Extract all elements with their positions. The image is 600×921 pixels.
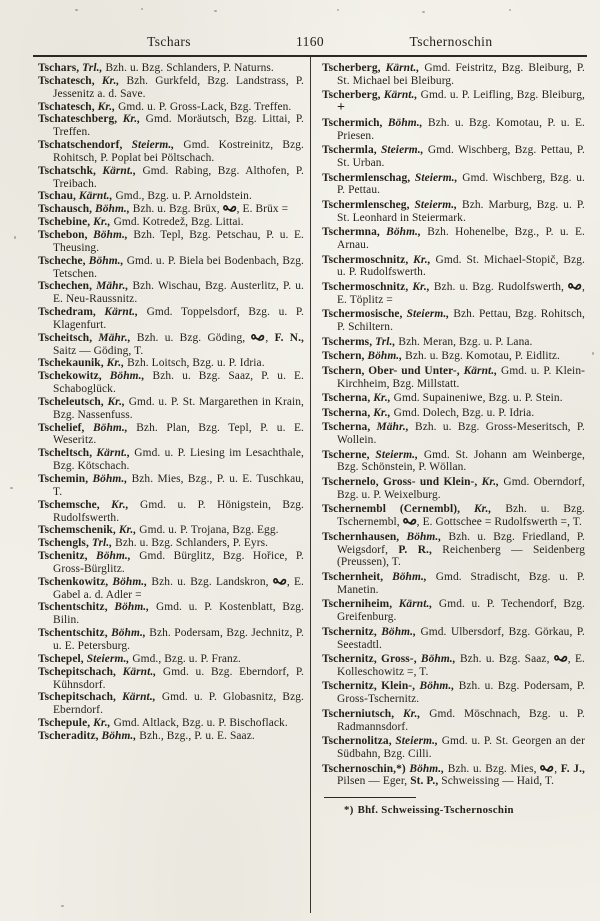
scan-speck: [337, 9, 339, 11]
posthorn-telegraph-icon: [251, 333, 265, 342]
gazetteer-entry: Tschelief, Böhm., Bzh. Plan, Bzg. Tepl, P. u. E. Weseritz.: [38, 421, 305, 447]
gazetteer-entry: Tschermosische, Steierm., Bzh. Pettau, Bzg. Rohitsch, P. Schiltern.: [322, 308, 585, 334]
gazetteer-entry: Tschermoschnitz, Kr., Gmd. St. Michael-Stopič, Bzg. u. P. Rudolfswerth.: [322, 253, 585, 279]
gazetteer-entry: Tschemin, Böhm., Bzh. Mies, Bzg., P. u. E. Tuschkau, T.: [38, 473, 304, 498]
gazetteer-entry: Tschern, Böhm., Bzh. u. Bzg. Komotau, P. Eidlitz.: [322, 350, 561, 363]
gazetteer-entry: Tschernitz, Gross-, Böhm., Bzh. u. Bzg. Saaz, , E. Kolleschowitz =, T.: [322, 653, 586, 678]
gazetteer-entry: Tschernitz, Böhm., Gmd. Ulbersdorf, Bzg. Görkau, P. Seestadtl.: [322, 625, 585, 651]
gazetteer-entry: Tschentschitz, Böhm., Gmd. u. P. Kostenblatt, Bzg. Bilin.: [38, 601, 305, 627]
gazetteer-entry: Tschernitz, Klein-, Böhm., Bzh. u. Bzg. Podersam, P. Gross-Tschernitz.: [322, 680, 585, 706]
gazetteer-entry: Tschatesch, Kr., Gmd. u. P. Gross-Lack, Bzg. Treffen.: [38, 100, 292, 113]
gazetteer-entry: Tschausch, Böhm., Bzh. u. Bzg. Brüx, , E. Brüx =: [38, 203, 289, 216]
gazetteer-entry: Tschermla, Steierm., Gmd. Wischberg, Bzg. Pettau, P. St. Urban.: [322, 144, 585, 169]
page-number: 1160: [295, 34, 325, 49]
gazetteer-entry: Tschern, Ober- und Unter-, Kärnt., Gmd. u. P. Klein-Kirchheim, Bzg. Millstatt.: [322, 364, 586, 390]
gazetteer-entry: Tschernheit, Böhm., Gmd. Stradischt, Bzg. u. P. Manetin.: [322, 570, 586, 596]
gazetteer-entry: Tschermna, Böhm., Bzh. Hohenelbe, Bzg., P. u. E. Arnau.: [322, 226, 585, 252]
gazetteer-entry: Tschenkowitz, Böhm., Bzh. u. Bzg. Landskron, , E. Gabel a. d. Adler =: [38, 575, 304, 601]
gazetteer-entry: Tschepule, Kr., Gmd. Altlack, Bzg. u. P. Bischoflack.: [38, 717, 288, 730]
gazetteer-entry: Tscheitsch, Mähr., Bzh. u. Bzg. Göding, , F. N., Saitz — Göding, T.: [38, 331, 304, 357]
gazetteer-entry: Tschernolitza, Steierm., Gmd. u. P. St. Georgen an der Südbahn, Bzg. Cilli.: [322, 735, 585, 761]
footnote-text: Bhf. Schweissing-Tschernoschin: [357, 804, 514, 817]
scan-speck: [592, 352, 594, 355]
posthorn-telegraph-icon: [568, 282, 582, 291]
gazetteer-entry: Tscherberg, Kärnt., Gmd. Feistritz, Bzg. Bleiburg, P. St. Michael bei Bleiburg.: [322, 62, 585, 87]
gazetteer-entry: Tschatschk, Kärnt., Gmd. Rabing, Bzg. Althofen, P. Treibach.: [38, 164, 304, 190]
gazetteer-entry: Tschermlenscheg, Steierm., Bzh. Marburg, Bzg. u. P. St. Leonhard in Steiermark.: [322, 198, 585, 224]
header-left-keyword: Tschars: [147, 34, 191, 49]
gazetteer-entry: Tscherna, Mähr., Bzh. u. Bzg. Gross-Meseritsch, P. Wollein.: [322, 421, 585, 447]
gazetteer-entry: Tschermlenschag, Steierm., Gmd. Wischberg, Bzg. u. P. Pettau.: [322, 171, 586, 197]
gazetteer-entry: Tschernoschin,*) Böhm., Bzh. u. Bzg. Mies, , F. J., Pilsen — Eger, St. P., Schweissing — Haid, T.: [322, 762, 585, 788]
gazetteer-entry: Tscheleutsch, Kr., Gmd. u. P. St. Margarethen in Krain, Bzg. Nassenfuss.: [38, 395, 305, 421]
footnote-rule: [324, 797, 416, 798]
gazetteer-entry: Tschengls, Trl., Bzh. u. Bzg. Schlanders, P. Eyrs.: [38, 537, 269, 550]
gazetteer-entry: Tscherne, Steierm., Gmd. St. Johann am Weinberge, Bzg. Schönstein, P. Wöllan.: [322, 448, 585, 474]
gazetteer-entry: Tscherniheim, Kärnt., Gmd. u. P. Techendorf, Bzg. Greifenburg.: [322, 598, 586, 624]
gazetteer-entry: Tschernembl (Cernembl), Kr., Bzh. u. Bzg. Tschernembl, , E. Gottschee = Rudolfswerth =, T.: [322, 503, 585, 529]
gazetteer-entry: Tschedram, Kärnt., Gmd. Toppelsdorf, Bzg. u. P. Klagenfurt.: [38, 306, 304, 331]
gazetteer-entry: Tschenitz, Böhm., Gmd. Bürglitz, Bzg. Hořice, P. Gross-Bürglitz.: [38, 550, 304, 575]
gazetteer-entry: Tschars, Trl., Bzh. u. Bzg. Schlanders, P. Naturns.: [38, 62, 274, 74]
gazetteer-entry: Tscherms, Trl., Bzh. Meran, Bzg. u. P. Lana.: [322, 335, 533, 348]
gazetteer-entry: Tschermoschnitz, Kr., Bzh. u. Bzg. Rudolfswerth, , E. Töplitz =: [322, 281, 585, 306]
gazetteer-entry: Tschatschendorf, Steierm., Gmd. Kostreinitz, Bzg. Rohitsch, P. Poplat bei Pöltschach.: [38, 139, 304, 164]
gazetteer-entry: Tschentschitz, Böhm., Bzh. Podersam, Bzg. Jechnitz, P. u. E. Petersburg.: [38, 627, 304, 652]
scan-speck: [214, 10, 217, 12]
footnote: [322, 804, 585, 816]
gazetteer-entry: Tschau, Kärnt., Gmd., Bzg. u. P. Arnoldstein.: [38, 190, 252, 203]
scan-speck: [14, 236, 16, 239]
gazetteer-entry: Tscherberg, Kärnt., Gmd. u. P. Leifling, Bzg. Bleiburg, +: [322, 89, 585, 116]
gazetteer-entry: Tscheltsch, Kärnt., Gmd. u. P. Liesing im Lesachthale, Bzg. Kötschach.: [38, 447, 304, 473]
page-header: [33, 34, 587, 52]
gazetteer-entry: Tscherniutsch, Kr., Gmd. Möschnach, Bzg. u. P. Radmannsdorf.: [322, 707, 585, 733]
left-column: [38, 62, 304, 743]
gazetteer-entry: Tscherna, Kr., Gmd. Dolech, Bzg. u. P. Idria.: [322, 406, 535, 419]
scan-speck: [61, 905, 64, 907]
scan-speck: [422, 11, 425, 13]
gazetteer-entry: Tschatesch, Kr., Bzh. Gurkfeld, Bzg. Landstrass, P. Jessenitz a. d. Save.: [38, 74, 304, 100]
gazetteer-entry: Tscherna, Kr., Gmd. Supaineniwe, Bzg. u. P. Stein.: [322, 392, 563, 405]
scan-speck: [10, 487, 13, 489]
gazetteer-entry: Tschateschberg, Kr., Gmd. Moräutsch, Bzg. Littai, P. Treffen.: [38, 113, 304, 139]
gazetteer-entry: Tschepitschach, Kärnt., Gmd. u. P. Globasnitz, Bzg. Eberndorf.: [38, 691, 305, 717]
footnote-block: [322, 797, 585, 816]
gazetteer-entry: Tschekaunik, Kr., Bzh. Loitsch, Bzg. u. P. Idria.: [38, 357, 265, 370]
posthorn-telegraph-icon: [540, 764, 554, 773]
scan-speck: [509, 9, 511, 11]
gazetteer-entry: Tschermich, Böhm., Bzh. u. Bzg. Komotau, P. u. E. Priesen.: [322, 116, 586, 142]
gazetteer-entry: Tschebine, Kr., Gmd. Kotredež, Bzg. Littai.: [38, 216, 244, 229]
gazetteer-entry: Tschepitschach, Kärnt., Gmd. u. Bzg. Eberndorf, P. Kühnsdorf.: [38, 665, 304, 691]
scan-speck: [141, 8, 143, 10]
posthorn-telegraph-icon: [403, 517, 417, 526]
gazetteer-entry: Tschekowitz, Böhm., Bzh. u. Bzg. Saaz, P. u. E. Schaboglück.: [38, 370, 305, 396]
gazetteer-entry: Tschepel, Steierm., Gmd., Bzg. u. P. Franz.: [38, 652, 241, 665]
gazetteer-entry: Tschechen, Mähr., Bzh. Wischau, Bzg. Austerlitz, P. u. E. Neu-Raussnitz.: [38, 280, 304, 306]
header-right-keyword: Tschernoschin: [409, 34, 493, 49]
gazetteer-entry: Tschemsche, Kr., Gmd. u. P. Hönigstein, Bzg. Rudolfswerth.: [38, 498, 304, 524]
posthorn-telegraph-icon: [554, 654, 568, 663]
posthorn-telegraph-icon: [223, 204, 237, 213]
posthorn-telegraph-icon: [273, 577, 287, 586]
gazetteer-entry: Tscheche, Böhm., Gmd. u. P. Biela bei Bodenbach, Bzg. Tetschen.: [38, 254, 305, 280]
gazetteer-entry: Tschernhausen, Böhm., Bzh. u. Bzg. Friedland, P. Weigsdorf, P. R., Reichenberg — Seidenberg (Preussen), T.: [322, 530, 586, 569]
scan-speck: [75, 9, 78, 11]
right-column: [322, 62, 585, 816]
gazetteer-entry: Tschernelo, Gross- und Klein-, Kr., Gmd. Oberndorf, Bzg. u. P. Weixelburg.: [322, 476, 585, 501]
footnote-marker: *): [344, 804, 354, 817]
gazetteer-entry: Tschebon, Böhm., Bzh. Tepl, Bzg. Petschau, P. u. E. Theusing.: [38, 228, 304, 254]
gazetteer-entry: Tschemschenik, Kr., Gmd. u. P. Trojana, Bzg. Egg.: [38, 524, 279, 537]
column-divider: [310, 57, 311, 913]
gazetteer-entry: Tscheraditz, Böhm., Bzh., Bzg., P. u. E. Saaz.: [38, 729, 255, 742]
